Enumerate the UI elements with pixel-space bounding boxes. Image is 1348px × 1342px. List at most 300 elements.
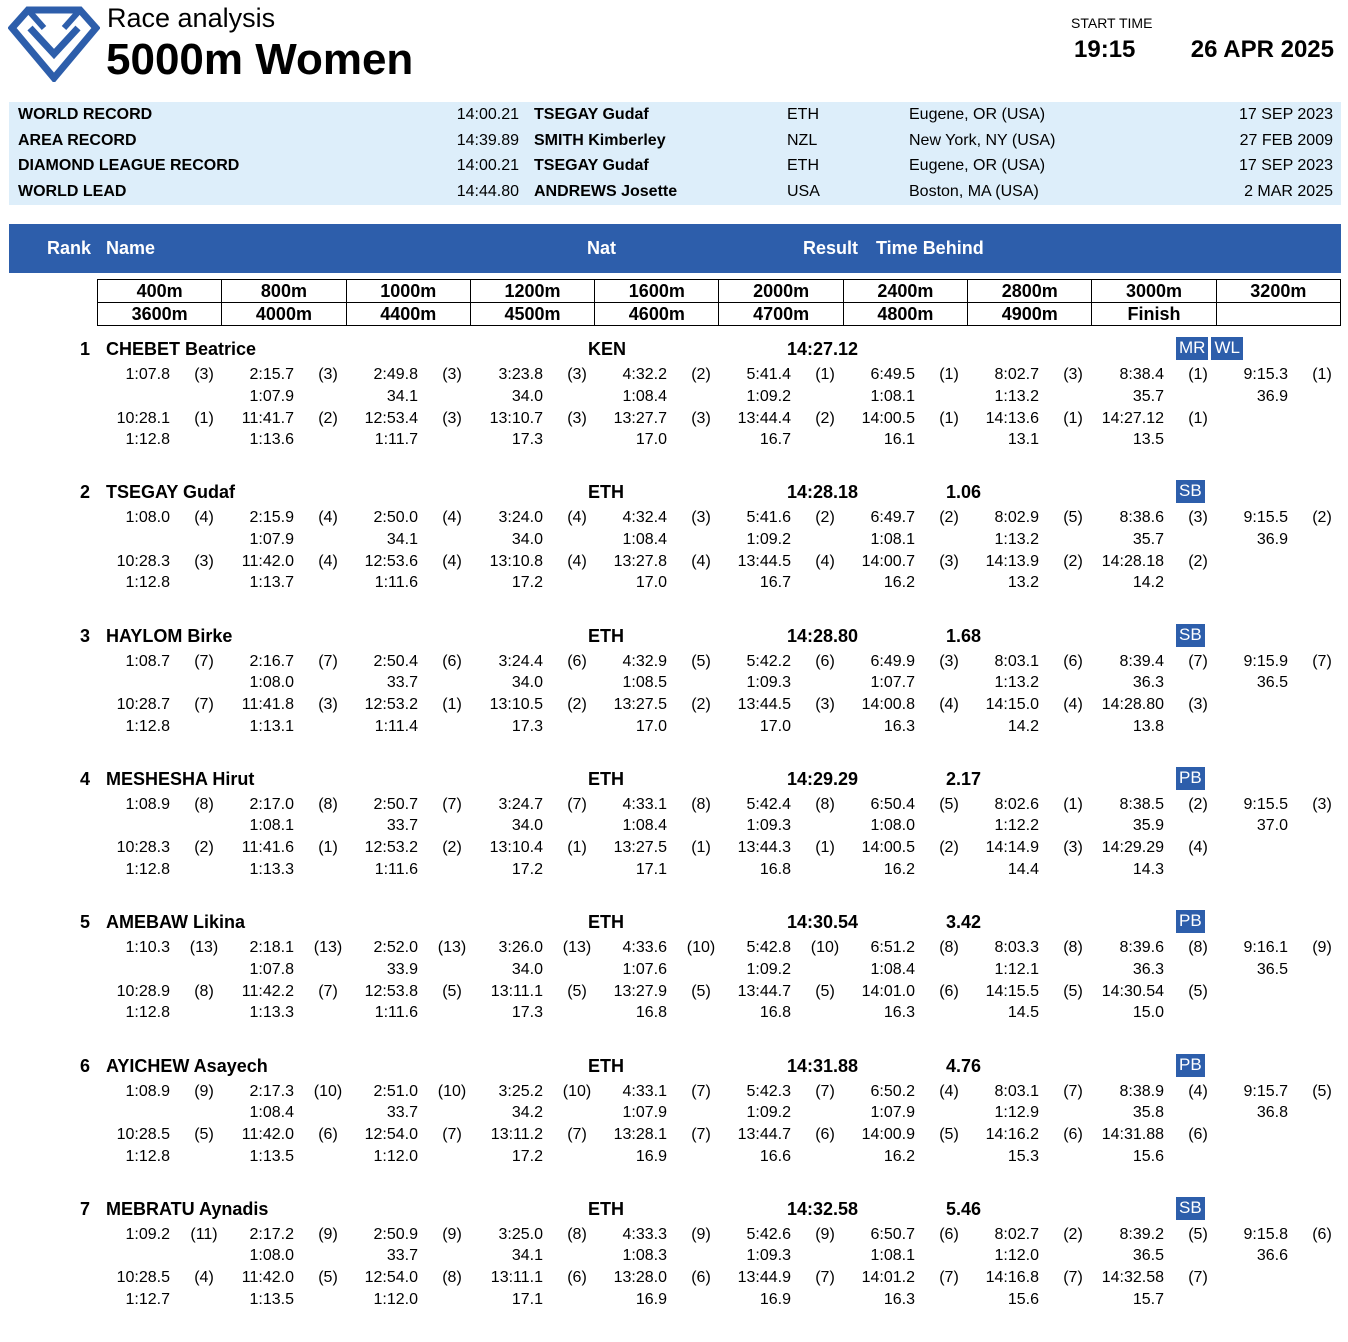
split-time: 8:39.6 — [1119, 939, 1164, 957]
split-position: (5) — [1063, 982, 1083, 1000]
split-position: (3) — [567, 366, 587, 383]
lap-time: 36.3 — [1132, 674, 1164, 692]
lap-time: 1:08.4 — [870, 960, 915, 978]
lap-time: 1:13.5 — [249, 1147, 294, 1165]
lap-time: 1:12.8 — [125, 431, 170, 448]
athlete-time-behind: 1.06 — [945, 482, 981, 503]
split-position: (7) — [1188, 652, 1208, 670]
split-time: 9:15.5 — [1243, 795, 1288, 813]
split-time: 5:42.3 — [746, 1082, 791, 1100]
split-position: (7) — [194, 696, 214, 714]
split-position: (4) — [815, 552, 835, 570]
split-position: (2) — [815, 409, 835, 427]
split-time: 2:50.9 — [373, 1225, 418, 1243]
lap-time: 16.3 — [883, 1004, 915, 1022]
athlete-nat: ETH — [588, 912, 624, 933]
athlete-block — [0, 1199, 1348, 1342]
split-position: (6) — [1063, 652, 1083, 670]
record-mark: 14:00.21 — [456, 106, 519, 123]
split-time: 3:25.0 — [498, 1225, 543, 1243]
split-position: (3) — [194, 366, 214, 383]
split-position: (1) — [939, 409, 959, 427]
lap-time: 16.8 — [635, 1004, 667, 1022]
split-position: (8) — [939, 939, 959, 957]
split-time: 3:25.2 — [498, 1082, 543, 1100]
split-time: 12:53.2 — [364, 839, 418, 857]
lap-time: 1:08.4 — [622, 817, 667, 835]
split-time: 12:53.4 — [364, 409, 418, 427]
lap-time: 1:12.9 — [994, 1104, 1039, 1121]
split-position: (4) — [567, 552, 587, 570]
split-distance-label: 4600m — [595, 303, 719, 326]
split-time: 11:42.0 — [241, 1269, 294, 1287]
athlete-rank: 3 — [79, 625, 90, 646]
lap-time: 36.9 — [1256, 530, 1288, 548]
split-position: (2) — [442, 839, 462, 857]
lap-time: 1:12.8 — [125, 1004, 170, 1022]
lap-time: 1:11.6 — [374, 1004, 418, 1022]
split-time: 2:18.1 — [249, 939, 294, 957]
record-athlete: TSEGAY Gudaf — [534, 157, 649, 174]
split-distance-label: 3600m — [98, 303, 222, 326]
athlete-rank: 7 — [79, 1198, 90, 1219]
split-position: (5) — [939, 1126, 959, 1143]
split-position: (3) — [442, 409, 462, 427]
lap-time: 1:11.4 — [374, 717, 418, 735]
split-time: 13:27.5 — [613, 839, 667, 857]
split-position: (8) — [194, 795, 214, 813]
split-position: (3) — [939, 552, 959, 570]
athlete-block — [0, 1056, 1348, 1199]
lap-time: 17.1 — [635, 860, 667, 878]
split-position: (8) — [1063, 939, 1083, 957]
athlete-result: 14:28.18 — [786, 482, 858, 503]
split-time: 14:13.9 — [985, 552, 1039, 570]
event-title: 5000m Women — [106, 35, 414, 84]
split-time: 14:00.9 — [861, 1126, 915, 1143]
lap-time: 1:13.3 — [249, 860, 294, 878]
lap-time: 1:11.6 — [374, 574, 418, 592]
split-position: (1) — [1063, 409, 1083, 427]
split-time: 2:15.9 — [249, 509, 294, 527]
lap-time: 1:09.2 — [746, 1104, 791, 1121]
lap-time: 14.2 — [1007, 717, 1039, 735]
split-time: 4:33.1 — [622, 795, 667, 813]
split-time: 2:17.0 — [249, 795, 294, 813]
split-position: (6) — [567, 652, 587, 670]
lap-time: 14.4 — [1007, 860, 1039, 878]
column-nat: Nat — [587, 238, 617, 258]
lap-time: 1:07.6 — [622, 960, 667, 978]
lap-time: 15.0 — [1132, 1004, 1164, 1022]
lap-time: 17.3 — [511, 717, 543, 735]
split-time: 5:41.4 — [746, 366, 791, 383]
athlete-badges — [1176, 337, 1243, 360]
split-position: (9) — [194, 1082, 214, 1100]
split-position: (2) — [691, 366, 711, 383]
record-badge: PB — [1176, 1054, 1205, 1077]
split-time: 9:15.3 — [1243, 366, 1288, 383]
split-distance-label: 2400m — [843, 280, 967, 303]
split-position: (3) — [567, 409, 587, 427]
split-time: 4:33.3 — [622, 1225, 667, 1243]
record-row — [9, 179, 1341, 204]
record-badge: WL — [1211, 337, 1243, 360]
results-column-header — [9, 224, 1341, 273]
athlete-name: MEBRATU Aynadis — [106, 1198, 269, 1219]
lap-time: 14.3 — [1132, 860, 1164, 878]
lap-time: 1:13.6 — [249, 431, 294, 448]
split-distance-label: 1600m — [595, 280, 719, 303]
lap-time: 1:13.1 — [249, 717, 294, 735]
split-time: 13:11.2 — [490, 1126, 543, 1143]
athlete-result: 14:32.58 — [786, 1198, 858, 1219]
record-mark: 14:44.80 — [456, 182, 519, 200]
split-position: (2) — [1063, 552, 1083, 570]
split-position: (4) — [939, 696, 959, 714]
lap-time: 1:08.1 — [870, 1247, 915, 1265]
start-time-value: 19:15 — [1074, 36, 1136, 63]
record-venue: Boston, MA (USA) — [909, 182, 1039, 200]
record-date: 27 FEB 2009 — [1239, 131, 1333, 149]
split-position: (13) — [313, 939, 343, 957]
lap-time: 1:08.4 — [622, 530, 667, 548]
athlete-result: 14:31.88 — [786, 1055, 858, 1076]
lap-time: 15.7 — [1132, 1290, 1164, 1308]
athlete-block — [0, 769, 1348, 912]
split-time: 14:01.2 — [861, 1269, 915, 1287]
split-time: 1:08.9 — [125, 795, 170, 813]
split-time: 6:49.9 — [870, 652, 915, 670]
split-distance-label: 2000m — [719, 280, 843, 303]
lap-time: 16.7 — [759, 574, 791, 592]
lap-time: 1:11.6 — [374, 860, 418, 878]
split-distance-label: 3200m — [1216, 280, 1340, 303]
lap-time: 1:12.8 — [125, 717, 170, 735]
split-position: (4) — [318, 509, 338, 527]
column-time-behind: Time Behind — [876, 238, 984, 258]
split-distance-label: 3000m — [1092, 280, 1216, 303]
record-type: DIAMOND LEAGUE RECORD — [18, 157, 240, 174]
athlete-badges — [1176, 1197, 1205, 1220]
split-time: 14:00.5 — [861, 839, 915, 857]
lap-time: 13.1 — [1007, 431, 1039, 448]
lap-time: 34.0 — [511, 960, 543, 978]
split-position: (8) — [318, 795, 338, 813]
split-position: (1) — [1312, 366, 1332, 383]
split-time: 12:53.8 — [364, 982, 418, 1000]
record-athlete: SMITH Kimberley — [534, 131, 666, 149]
record-type: WORLD RECORD — [18, 106, 153, 123]
athlete-time-behind: 3.42 — [945, 912, 981, 933]
split-position: (5) — [194, 1126, 214, 1143]
lap-time: 1:08.0 — [249, 1247, 294, 1265]
split-distance-legend — [97, 279, 1341, 326]
split-time: 11:42.0 — [241, 1126, 294, 1143]
lap-time: 16.3 — [883, 1290, 915, 1308]
split-time: 14:13.6 — [985, 409, 1039, 427]
split-position: (3) — [691, 509, 711, 527]
split-position: (3) — [1312, 795, 1332, 813]
lap-time: 1:08.4 — [249, 1104, 294, 1121]
split-time: 14:32.58 — [1101, 1269, 1164, 1287]
lap-time: 15.6 — [1007, 1290, 1039, 1308]
lap-time: 17.2 — [511, 574, 543, 592]
split-time: 12:53.6 — [364, 552, 418, 570]
split-time: 13:11.1 — [490, 1269, 543, 1287]
start-time-label: START TIME — [1071, 15, 1153, 31]
split-time: 3:24.7 — [498, 795, 543, 813]
split-position: (4) — [194, 1269, 214, 1287]
lap-time: 16.9 — [635, 1290, 667, 1308]
lap-time: 1:07.9 — [249, 530, 294, 548]
split-position: (8) — [691, 795, 711, 813]
split-position: (7) — [567, 795, 587, 813]
record-row — [9, 128, 1341, 153]
record-badge: SB — [1176, 1197, 1205, 1220]
split-distance-label: 4700m — [719, 303, 843, 326]
split-time: 14:01.0 — [861, 982, 915, 1000]
split-position: (3) — [194, 552, 214, 570]
lap-time: 16.8 — [759, 860, 791, 878]
record-date: 17 SEP 2023 — [1238, 157, 1333, 174]
split-time: 6:50.4 — [870, 795, 915, 813]
lap-time: 34.0 — [511, 674, 543, 692]
record-nat: ETH — [787, 157, 819, 174]
record-row — [9, 153, 1341, 178]
athlete-nat: ETH — [588, 1055, 624, 1076]
athlete-name: TSEGAY Gudaf — [106, 482, 236, 503]
split-position: (8) — [442, 1269, 462, 1287]
split-position: (3) — [815, 696, 835, 714]
lap-time: 1:12.7 — [125, 1290, 170, 1308]
athlete-badges — [1176, 1054, 1205, 1077]
split-position: (1) — [815, 366, 835, 383]
split-position: (13) — [562, 939, 592, 957]
lap-time: 17.2 — [511, 860, 543, 878]
athlete-block — [0, 482, 1348, 625]
record-nat: USA — [787, 182, 820, 200]
lap-time: 16.9 — [635, 1147, 667, 1165]
split-position: (9) — [1312, 939, 1332, 957]
lap-time: 1:08.0 — [249, 674, 294, 692]
lap-time: 13.5 — [1132, 431, 1164, 448]
split-legend-row — [98, 303, 1341, 326]
split-time: 13:28.0 — [613, 1269, 667, 1287]
record-date: 2 MAR 2025 — [1244, 182, 1333, 200]
split-distance-label: 800m — [222, 280, 346, 303]
split-position: (4) — [939, 1082, 959, 1100]
split-position: (7) — [815, 1269, 835, 1287]
split-position: (7) — [1063, 1082, 1083, 1100]
split-position: (10) — [313, 1082, 343, 1100]
split-position: (5) — [939, 795, 959, 813]
split-time: 14:31.88 — [1101, 1126, 1164, 1143]
split-position: (6) — [939, 982, 959, 1000]
record-mark: 14:00.21 — [456, 157, 519, 174]
lap-time: 36.5 — [1132, 1247, 1164, 1265]
split-time: 13:44.9 — [737, 1269, 791, 1287]
split-position: (4) — [318, 552, 338, 570]
split-position: (5) — [1188, 982, 1208, 1000]
athlete-name: AMEBAW Likina — [106, 912, 246, 933]
lap-time: 33.7 — [386, 817, 418, 835]
split-position: (5) — [691, 652, 711, 670]
split-position: (3) — [1063, 366, 1083, 383]
lap-time: 33.7 — [386, 1247, 418, 1265]
lap-time: 13.8 — [1132, 717, 1164, 735]
split-time: 13:27.8 — [613, 552, 667, 570]
split-position: (2) — [939, 839, 959, 857]
split-time: 10:28.1 — [116, 409, 170, 427]
split-position: (5) — [442, 982, 462, 1000]
split-position: (3) — [442, 366, 462, 383]
split-time: 5:42.8 — [746, 939, 791, 957]
lap-time: 1:09.2 — [746, 530, 791, 548]
lap-time: 17.3 — [511, 431, 543, 448]
record-badge: PB — [1176, 767, 1205, 790]
record-venue: New York, NY (USA) — [909, 131, 1056, 149]
split-position: (2) — [194, 839, 214, 857]
lap-time: 36.3 — [1132, 960, 1164, 978]
lap-time: 33.7 — [386, 674, 418, 692]
athlete-result: 14:27.12 — [786, 339, 858, 359]
split-distance-label: 2800m — [968, 280, 1092, 303]
athlete-result: 14:30.54 — [786, 912, 858, 933]
split-time: 3:24.0 — [498, 509, 543, 527]
split-time: 2:49.8 — [373, 366, 418, 383]
split-position: (5) — [1312, 1082, 1332, 1100]
lap-time: 34.1 — [386, 530, 418, 548]
split-time: 5:42.6 — [746, 1225, 791, 1243]
athlete-nat: ETH — [588, 1198, 624, 1219]
lap-time: 1:12.8 — [125, 1147, 170, 1165]
athlete-name: AYICHEW Asayech — [106, 1055, 268, 1076]
split-position: (8) — [194, 982, 214, 1000]
lap-time: 17.2 — [511, 1147, 543, 1165]
athlete-rank: 5 — [79, 912, 90, 933]
split-time: 13:27.5 — [613, 696, 667, 714]
lap-time: 1:13.5 — [249, 1290, 294, 1308]
split-position: (9) — [691, 1225, 711, 1243]
split-position: (3) — [1063, 839, 1083, 857]
lap-time: 1:12.0 — [373, 1147, 418, 1165]
split-time: 8:38.9 — [1119, 1082, 1164, 1100]
split-time: 8:03.3 — [994, 939, 1039, 957]
record-type: WORLD LEAD — [18, 182, 127, 200]
split-position: (6) — [1063, 1126, 1083, 1143]
split-position: (7) — [691, 1082, 711, 1100]
lap-time: 16.1 — [883, 431, 915, 448]
split-time: 10:28.5 — [116, 1269, 170, 1287]
lap-time: 16.2 — [883, 574, 915, 592]
split-time: 13:44.7 — [737, 1126, 791, 1143]
split-time: 6:49.7 — [870, 509, 915, 527]
split-position: (6) — [442, 652, 462, 670]
split-time: 13:44.7 — [737, 982, 791, 1000]
split-time: 13:44.5 — [737, 552, 791, 570]
split-time: 2:51.0 — [373, 1082, 418, 1100]
split-time: 14:14.9 — [985, 839, 1039, 857]
athlete-block — [0, 912, 1348, 1055]
lap-time: 35.9 — [1132, 817, 1164, 835]
split-distance-label: 1000m — [346, 280, 470, 303]
athlete-name: CHEBET Beatrice — [106, 339, 257, 359]
records-panel — [9, 102, 1341, 205]
athlete-badges — [1176, 910, 1205, 933]
split-time: 12:54.0 — [364, 1126, 418, 1143]
split-position: (5) — [567, 982, 587, 1000]
split-time: 8:38.5 — [1119, 795, 1164, 813]
record-date: 17 SEP 2023 — [1238, 106, 1333, 123]
lap-time: 1:08.1 — [249, 817, 294, 835]
split-position: (9) — [318, 1225, 338, 1243]
split-position: (7) — [939, 1269, 959, 1287]
split-position: (4) — [442, 509, 462, 527]
record-athlete: ANDREWS Josette — [534, 182, 678, 200]
lap-time: 35.7 — [1132, 387, 1164, 405]
lap-time: 34.1 — [511, 1247, 543, 1265]
athlete-badges — [1176, 624, 1205, 647]
lap-time: 1:09.3 — [746, 674, 791, 692]
split-legend-row — [98, 280, 1341, 303]
lap-time: 17.0 — [635, 717, 667, 735]
athlete-name: HAYLOM Birke — [106, 625, 233, 646]
record-venue: Eugene, OR (USA) — [909, 157, 1046, 174]
lap-time: 1:12.2 — [994, 817, 1039, 835]
split-position: (3) — [318, 366, 338, 383]
split-time: 4:33.6 — [622, 939, 667, 957]
split-time: 10:28.3 — [116, 839, 170, 857]
lap-time: 1:09.3 — [746, 817, 791, 835]
split-time: 3:24.4 — [498, 652, 543, 670]
split-position: (1) — [1188, 366, 1208, 383]
split-time: 13:10.5 — [489, 696, 543, 714]
split-time: 14:29.29 — [1101, 839, 1164, 857]
split-position: (6) — [318, 1126, 338, 1143]
lap-time: 36.6 — [1256, 1247, 1288, 1265]
record-badge: SB — [1176, 480, 1205, 503]
lap-time: 1:08.3 — [622, 1247, 667, 1265]
lap-time: 35.7 — [1132, 530, 1164, 548]
split-distance-label: Finish — [1092, 303, 1216, 326]
lap-time: 1:08.4 — [622, 387, 667, 405]
lap-time: 16.2 — [883, 1147, 915, 1165]
split-time: 13:10.7 — [489, 409, 543, 427]
split-position: (7) — [691, 1126, 711, 1143]
lap-time: 34.1 — [386, 387, 418, 405]
split-position: (2) — [1063, 1225, 1083, 1243]
lap-time: 1:07.8 — [249, 960, 294, 978]
split-time: 13:10.8 — [489, 552, 543, 570]
split-position: (4) — [567, 509, 587, 527]
split-time: 8:02.9 — [994, 509, 1039, 527]
split-time: 2:17.3 — [249, 1082, 294, 1100]
split-position: (13) — [437, 939, 467, 957]
athlete-block — [0, 626, 1348, 769]
split-time: 1:08.7 — [125, 652, 170, 670]
split-position: (9) — [442, 1225, 462, 1243]
athlete-badges — [1176, 767, 1205, 790]
athlete-result: 14:29.29 — [786, 768, 858, 789]
split-time: 8:02.6 — [994, 795, 1039, 813]
diamond-league-logo-icon — [8, 6, 100, 82]
split-time: 14:27.12 — [1101, 409, 1164, 427]
split-position: (13) — [189, 939, 219, 957]
split-position: (3) — [691, 409, 711, 427]
athlete-rank: 6 — [79, 1055, 90, 1076]
split-distance-label: 4500m — [470, 303, 594, 326]
